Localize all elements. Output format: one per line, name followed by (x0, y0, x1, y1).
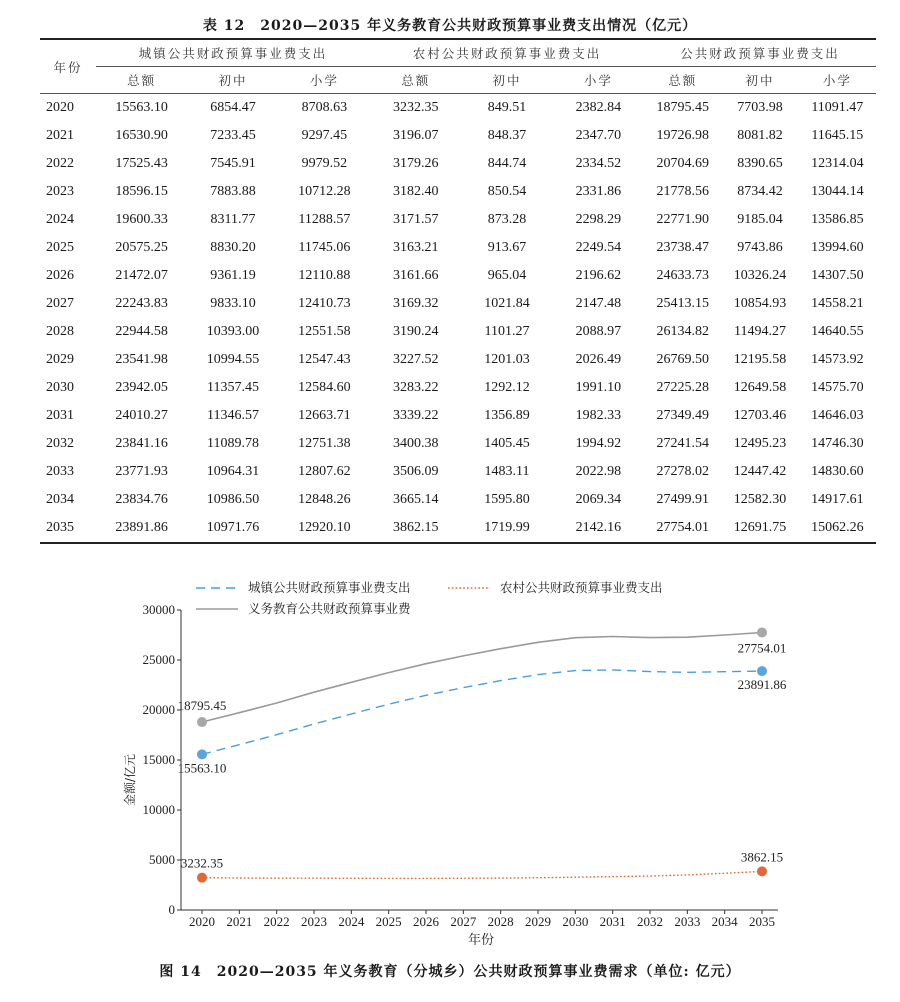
value-cell: 12447.42 (733, 464, 787, 479)
x-tick-label: 2020 (189, 914, 215, 929)
year-header: 年份 (40, 39, 96, 94)
value-cell: 2249.54 (575, 240, 622, 255)
table-title: 表 12 2020—2035 年义务教育公共财政预算事业费支出情况（亿元） (202, 18, 698, 34)
value-cell: 3182.40 (392, 184, 439, 199)
value-cell: 848.37 (487, 128, 527, 143)
value-cell: 14746.30 (811, 436, 864, 451)
value-cell: 9979.52 (301, 156, 348, 171)
value-cell: 23942.05 (115, 380, 168, 395)
value-cell: 1982.33 (575, 408, 622, 423)
value-cell: 14558.21 (811, 296, 864, 311)
value-cell: 9833.10 (210, 296, 256, 311)
value-cell: 2022.98 (575, 464, 622, 479)
year-cell: 2033 (46, 464, 74, 479)
value-cell: 3232.35 (392, 100, 439, 115)
year-cell: 2023 (46, 184, 74, 199)
legend-label-2: 义务教育公共财政预算事业费 (248, 601, 411, 616)
value-cell: 11089.78 (207, 436, 259, 451)
data-label: 18795.45 (177, 698, 227, 714)
legend-label-0: 城镇公共财政预算事业费支出 (248, 580, 411, 595)
value-cell: 23834.76 (115, 492, 168, 507)
column-header: 初中 (187, 67, 278, 94)
data-point-1 (197, 873, 207, 883)
value-cell: 11091.47 (811, 100, 864, 115)
value-cell: 7545.91 (210, 156, 256, 171)
table-row (40, 234, 876, 262)
year-cell: 2022 (46, 156, 74, 171)
value-cell: 12649.58 (733, 380, 787, 395)
value-cell: 13994.60 (811, 240, 864, 255)
series-line-2 (202, 633, 762, 723)
year-cell: 2021 (46, 128, 74, 143)
value-cell: 3169.32 (392, 296, 439, 311)
value-cell: 3862.15 (370, 514, 461, 543)
series-line-0 (202, 670, 762, 755)
value-cell: 25413.15 (656, 296, 709, 311)
value-cell: 19726.98 (656, 128, 709, 143)
value-cell: 14640.55 (811, 324, 864, 339)
value-cell: 12195.58 (733, 352, 787, 367)
value-cell: 14573.92 (811, 352, 864, 367)
legend-label-1: 农村公共财政预算事业费支出 (500, 580, 663, 595)
table-row (40, 122, 876, 150)
year-cell: 2020 (46, 100, 74, 115)
value-cell: 27278.02 (656, 464, 709, 479)
table-row (40, 290, 876, 318)
value-cell: 844.74 (487, 156, 527, 171)
data-label: 23891.86 (737, 677, 787, 693)
value-cell: 22243.83 (115, 296, 168, 311)
x-tick-label: 2028 (487, 914, 514, 929)
value-cell: 12582.30 (733, 492, 787, 507)
table-row (40, 150, 876, 178)
value-cell: 11288.57 (298, 212, 351, 227)
value-cell: 23841.16 (115, 436, 168, 451)
data-point-2 (757, 627, 767, 637)
value-cell: 3665.14 (392, 492, 439, 507)
table-row (40, 430, 876, 458)
x-axis-label: 年份 (467, 933, 495, 948)
value-cell: 23738.47 (656, 240, 709, 255)
value-cell: 21472.07 (115, 268, 168, 283)
value-cell: 2382.84 (575, 100, 622, 115)
value-cell: 12703.46 (733, 408, 787, 423)
value-cell: 2069.34 (575, 492, 622, 507)
table-row (40, 318, 876, 346)
data-point-2 (197, 717, 207, 727)
value-cell: 10964.31 (206, 464, 260, 479)
value-cell: 10326.24 (733, 268, 787, 283)
year-cell: 2034 (46, 492, 74, 507)
value-cell: 12848.26 (298, 492, 351, 507)
value-cell: 3163.21 (392, 240, 439, 255)
value-cell: 9297.45 (301, 128, 348, 143)
value-cell: 3506.09 (392, 464, 439, 479)
value-cell: 1101.27 (484, 324, 530, 339)
value-cell: 3400.38 (392, 436, 439, 451)
table-row (40, 94, 876, 123)
year-cell: 2029 (46, 352, 74, 367)
year-cell: 2027 (46, 296, 74, 311)
value-cell: 1356.89 (484, 408, 530, 423)
value-cell: 12551.58 (298, 324, 351, 339)
value-cell: 27225.28 (656, 380, 709, 395)
value-cell: 21778.56 (656, 184, 709, 199)
value-cell: 3227.52 (392, 352, 439, 367)
value-cell: 3179.26 (392, 156, 439, 171)
value-cell: 2331.86 (575, 184, 622, 199)
value-cell: 8081.82 (737, 128, 783, 143)
value-cell: 22944.58 (115, 324, 168, 339)
value-cell: 18795.45 (656, 100, 709, 115)
value-cell: 27754.01 (644, 514, 721, 543)
data-label: 15563.10 (177, 760, 227, 776)
value-cell: 965.04 (487, 268, 527, 283)
value-cell: 12807.62 (298, 464, 351, 479)
y-tick-label: 15000 (142, 752, 175, 767)
x-tick-label: 2034 (711, 914, 738, 929)
expenditure-line-chart (0, 560, 900, 960)
value-cell: 10986.50 (206, 492, 260, 507)
value-cell: 3171.57 (392, 212, 439, 227)
x-tick-label: 2025 (375, 914, 402, 929)
chart-caption: 图 14 2020—2035 年义务教育（分城乡）公共财政预算事业费需求（单位: 亿元） (159, 964, 741, 980)
value-cell: 8830.20 (210, 240, 256, 255)
table-body (40, 94, 876, 544)
column-header: 小学 (799, 67, 876, 94)
value-cell: 12691.75 (721, 514, 798, 543)
value-cell: 7883.88 (210, 184, 256, 199)
year-cell: 2025 (46, 240, 74, 255)
table-row (40, 206, 876, 234)
value-cell: 1405.45 (484, 436, 530, 451)
value-cell: 23891.86 (96, 514, 187, 543)
value-cell: 10971.76 (187, 514, 278, 543)
value-cell: 10393.00 (206, 324, 260, 339)
year-cell: 2035 (40, 514, 96, 543)
value-cell: 9743.86 (737, 240, 783, 255)
value-cell: 10854.93 (733, 296, 787, 311)
value-cell: 1991.10 (575, 380, 622, 395)
value-cell: 12110.88 (298, 268, 351, 283)
x-tick-label: 2027 (450, 914, 477, 929)
value-cell: 26134.82 (656, 324, 709, 339)
value-cell: 15563.10 (115, 100, 168, 115)
column-header: 总额 (96, 67, 187, 94)
expenditure-table (40, 38, 876, 544)
table-row (40, 262, 876, 290)
year-cell: 2030 (46, 380, 74, 395)
column-header: 总额 (644, 67, 721, 94)
value-cell: 27241.54 (656, 436, 709, 451)
y-tick-label: 30000 (142, 602, 175, 617)
column-header: 小学 (553, 67, 644, 94)
value-cell: 2347.70 (575, 128, 622, 143)
value-cell: 1483.11 (484, 464, 530, 479)
value-cell: 913.67 (487, 240, 527, 255)
value-cell: 27349.49 (656, 408, 709, 423)
value-cell: 14646.03 (811, 408, 864, 423)
value-cell: 1994.92 (575, 436, 622, 451)
value-cell: 1292.12 (484, 380, 530, 395)
value-cell: 20704.69 (656, 156, 709, 171)
value-cell: 7703.98 (737, 100, 783, 115)
value-cell: 3339.22 (392, 408, 439, 423)
column-header: 小学 (279, 67, 370, 94)
value-cell: 849.51 (487, 100, 527, 115)
value-cell: 3161.66 (392, 268, 439, 283)
value-cell: 1201.03 (484, 352, 530, 367)
value-cell: 873.28 (487, 212, 527, 227)
table-row (40, 374, 876, 402)
y-tick-label: 0 (168, 902, 175, 917)
value-cell: 12584.60 (298, 380, 351, 395)
data-point-0 (757, 666, 767, 676)
value-cell: 3190.24 (392, 324, 439, 339)
value-cell: 9361.19 (210, 268, 256, 283)
year-cell: 2028 (46, 324, 74, 339)
table-row (40, 458, 876, 486)
value-cell: 2298.29 (575, 212, 622, 227)
value-cell: 12547.43 (298, 352, 351, 367)
data-label: 3232.35 (180, 855, 224, 871)
value-cell: 16530.90 (115, 128, 168, 143)
y-tick-label: 25000 (142, 652, 175, 667)
value-cell: 3283.22 (392, 380, 439, 395)
x-tick-label: 2026 (413, 914, 439, 929)
x-tick-label: 2033 (674, 914, 701, 929)
data-label: 3862.15 (740, 849, 784, 865)
x-tick-label: 2035 (749, 914, 775, 929)
year-cell: 2032 (46, 436, 74, 451)
value-cell: 2196.62 (575, 268, 622, 283)
value-cell: 18596.15 (115, 184, 168, 199)
value-cell: 11494.27 (734, 324, 786, 339)
table-row (40, 486, 876, 514)
value-cell: 19600.33 (115, 212, 168, 227)
value-cell: 11357.45 (207, 380, 259, 395)
value-cell: 3196.07 (392, 128, 439, 143)
value-cell: 12663.71 (298, 408, 351, 423)
year-cell: 2026 (46, 268, 74, 283)
value-cell: 6854.47 (210, 100, 256, 115)
value-cell: 1021.84 (484, 296, 530, 311)
value-cell: 27499.91 (656, 492, 709, 507)
y-tick-label: 10000 (142, 802, 175, 817)
subheader-row (40, 67, 876, 94)
x-tick-label: 2021 (226, 914, 253, 929)
value-cell: 14575.70 (811, 380, 864, 395)
year-cell: 2031 (46, 408, 74, 423)
data-label: 27754.01 (737, 640, 787, 656)
value-cell: 10994.55 (206, 352, 260, 367)
value-cell: 8734.42 (737, 184, 783, 199)
x-tick-label: 2030 (562, 914, 589, 929)
group-header-total: 公共财政预算事业费支出 (644, 39, 876, 67)
value-cell: 23541.98 (115, 352, 168, 367)
value-cell: 14830.60 (811, 464, 864, 479)
value-cell: 20575.25 (115, 240, 168, 255)
value-cell: 8390.65 (737, 156, 783, 171)
value-cell: 15062.26 (799, 514, 876, 543)
value-cell: 26769.50 (656, 352, 709, 367)
value-cell: 24010.27 (115, 408, 168, 423)
value-cell: 23771.93 (115, 464, 168, 479)
group-header-rural: 农村公共财政预算事业费支出 (370, 39, 644, 67)
value-cell: 850.54 (487, 184, 527, 199)
value-cell: 12495.23 (733, 436, 787, 451)
value-cell: 11745.06 (298, 240, 351, 255)
value-cell: 10712.28 (298, 184, 351, 199)
value-cell: 2147.48 (575, 296, 622, 311)
x-tick-label: 2032 (637, 914, 663, 929)
value-cell: 8708.63 (301, 100, 348, 115)
column-header: 总额 (370, 67, 461, 94)
series-line-1 (202, 871, 762, 878)
value-cell: 11346.57 (207, 408, 259, 423)
year-cell: 2024 (46, 212, 74, 227)
value-cell: 12410.73 (298, 296, 351, 311)
table-row (40, 178, 876, 206)
y-axis-label: 金额/亿元 (123, 753, 137, 807)
value-cell: 8311.77 (210, 212, 256, 227)
y-tick-label: 20000 (142, 702, 175, 717)
value-cell: 12751.38 (298, 436, 351, 451)
x-tick-label: 2024 (338, 914, 365, 929)
value-cell: 1719.99 (461, 514, 552, 543)
value-cell: 2026.49 (575, 352, 622, 367)
y-tick-label: 5000 (149, 852, 175, 867)
data-point-0 (197, 749, 207, 759)
x-tick-label: 2022 (263, 914, 290, 929)
value-cell: 7233.45 (210, 128, 256, 143)
value-cell: 14917.61 (811, 492, 864, 507)
value-cell: 2142.16 (553, 514, 644, 543)
value-cell: 2334.52 (575, 156, 622, 171)
column-header: 初中 (461, 67, 552, 94)
value-cell: 13586.85 (811, 212, 864, 227)
value-cell: 14307.50 (811, 268, 864, 283)
value-cell: 11645.15 (811, 128, 864, 143)
table-row (40, 346, 876, 374)
value-cell: 13044.14 (811, 184, 864, 199)
table-row (40, 402, 876, 430)
data-point-1 (757, 866, 767, 876)
value-cell: 17525.43 (115, 156, 168, 171)
value-cell: 1595.80 (484, 492, 530, 507)
group-header-urban: 城镇公共财政预算事业费支出 (96, 39, 370, 67)
value-cell: 22771.90 (656, 212, 709, 227)
value-cell: 12920.10 (279, 514, 370, 543)
column-header: 初中 (721, 67, 798, 94)
value-cell: 9185.04 (737, 212, 783, 227)
x-tick-label: 2029 (525, 914, 551, 929)
x-tick-label: 2023 (301, 914, 327, 929)
table-row (40, 514, 876, 543)
value-cell: 24633.73 (656, 268, 709, 283)
x-tick-label: 2031 (599, 914, 626, 929)
value-cell: 12314.04 (811, 156, 864, 171)
value-cell: 2088.97 (575, 324, 622, 339)
